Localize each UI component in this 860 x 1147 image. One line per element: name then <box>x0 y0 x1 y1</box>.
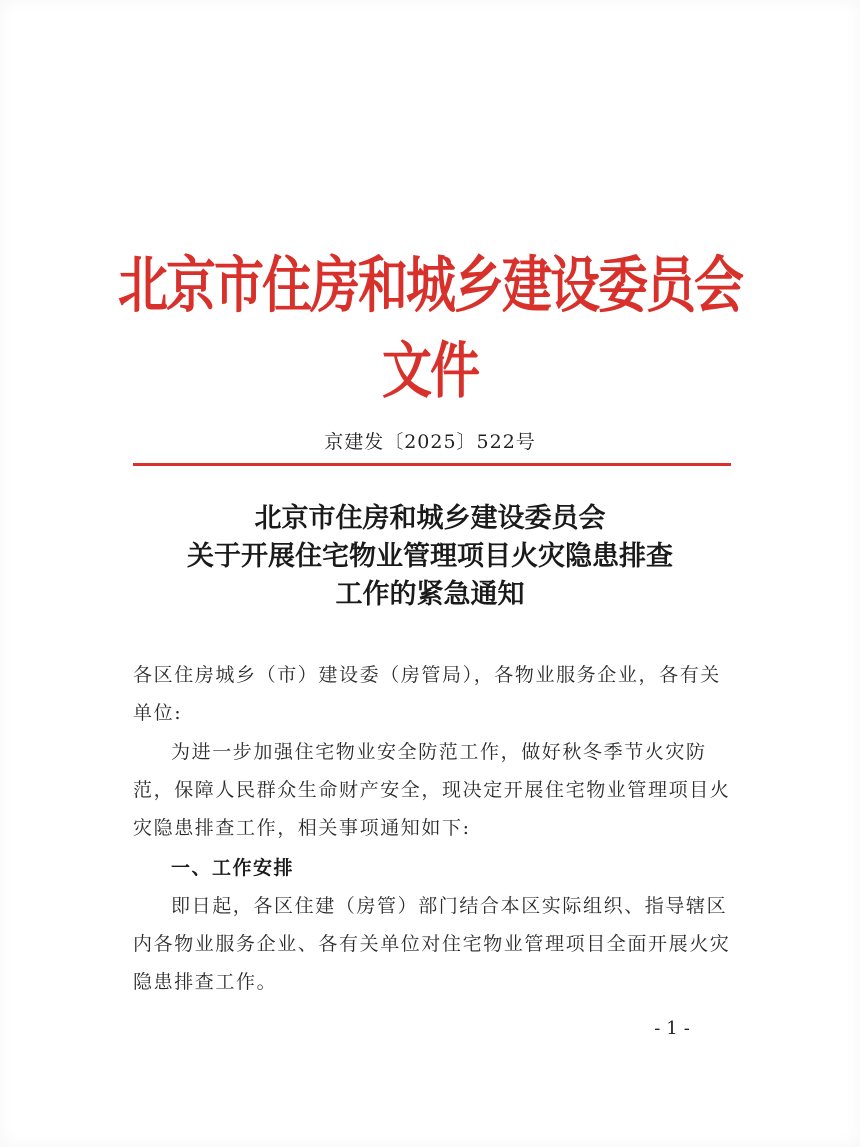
red-separator-line <box>133 463 731 466</box>
notice-title <box>90 500 770 614</box>
work-arrangement-paragraph: 即日起，各区住建（房管）部门结合本区实际组织、指导辖区内各物业服务企业、各有关单位对住宅物业管理项目全面开展火灾隐患排查工作。 <box>133 895 731 993</box>
document-number: 京建发〔2025〕522号 <box>324 431 536 453</box>
title-line-3: 工作的紧急通知 <box>335 579 525 610</box>
masthead-title: 北京市住房和城乡建设委员会文件 <box>118 248 742 407</box>
intro-paragraph: 为进一步加强住宅物业安全防范工作，做好秋冬季节火灾防范，保障人民群众生命财产安全，现决定开展住宅物业管理项目火灾隐患排查工作，相关事项通知如下: <box>133 741 731 839</box>
title-line-1: 北京市住房和城乡建设委员会 <box>254 503 606 534</box>
title-line-2: 关于开展住宅物业管理项目火灾隐患排查 <box>187 541 673 572</box>
salutation: 各区住房城乡（市）建设委（房管局），各物业服务企业，各有关单位: <box>133 664 721 724</box>
section-heading-work-arrangement: 一、工作安排 <box>171 857 295 879</box>
page-number: -1- <box>654 1018 696 1039</box>
